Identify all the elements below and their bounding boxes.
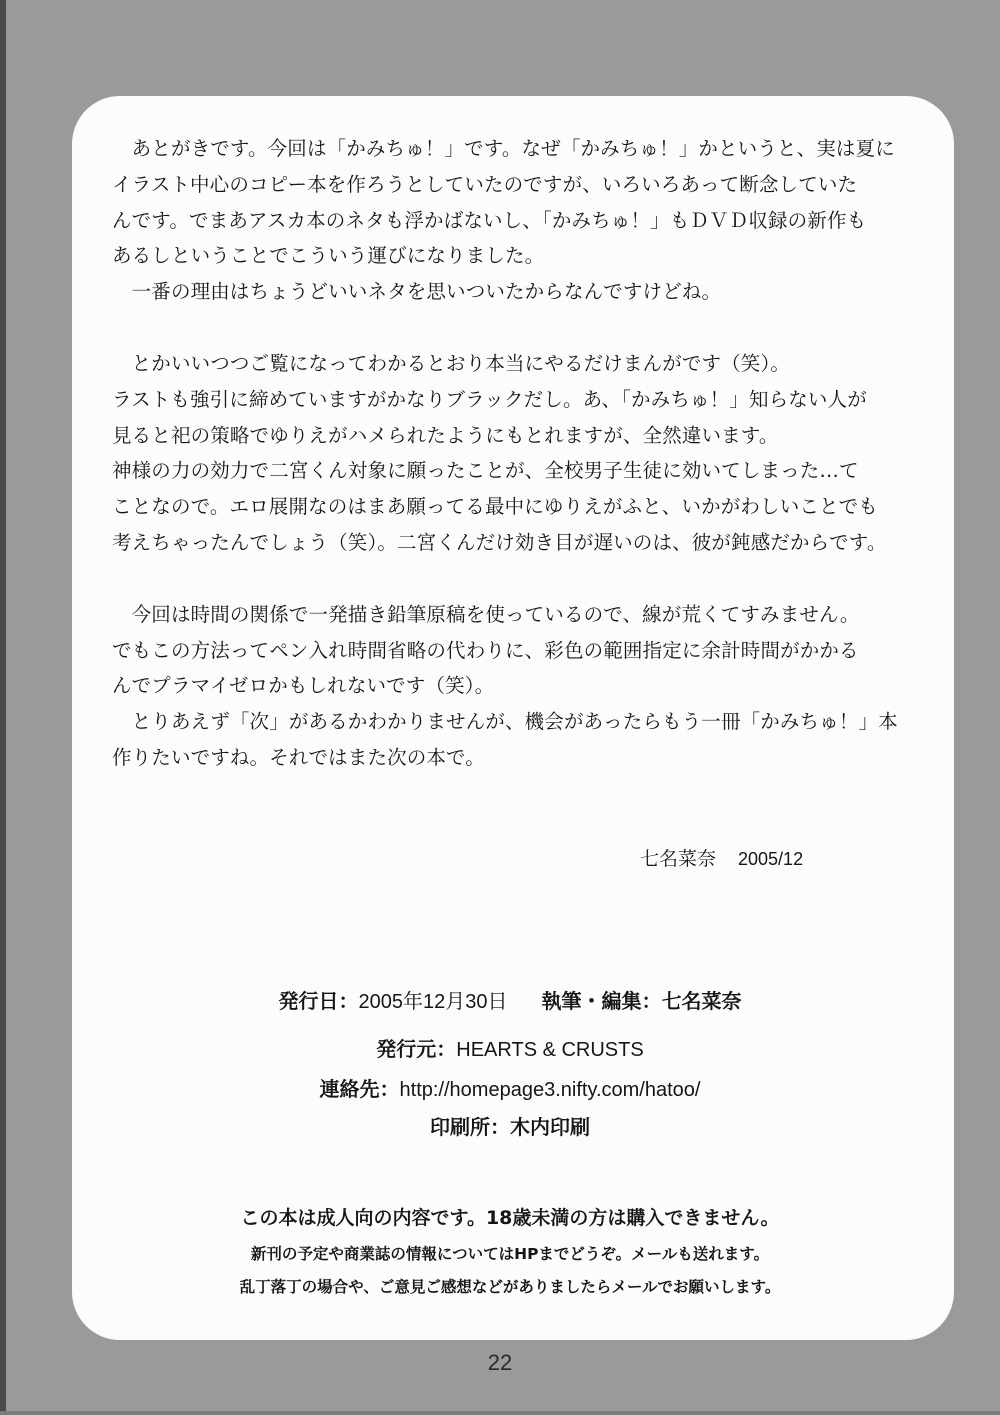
author-label: 執筆・編集：: [541, 989, 662, 1013]
signature-name: 七名菜奈: [640, 848, 717, 870]
colophon-row-contact: [120, 1077, 900, 1102]
contact-url: http://homepage3.nifty.com/hatoo/: [399, 1079, 701, 1101]
publisher-value: HEARTS & CRUSTS: [456, 1039, 644, 1061]
text-line: んでプラマイゼロかもしれないです（笑）。: [112, 674, 495, 698]
text-line: とりあえず「次」があるかわかりませんが、機会があったらもう一冊「かみちゅ！」本: [112, 710, 898, 734]
text-line: イラスト中心のコピー本を作ろうとしていたのですが、いろいろあって断念していた: [112, 172, 858, 196]
afterword-signature: [640, 844, 803, 871]
author-value: 七名菜奈: [661, 989, 742, 1013]
page-number: 22: [487, 1350, 513, 1375]
text-line: とかいいつつご覧になってわかるとおり本当にやるだけまんがです（笑）。: [112, 351, 791, 375]
colophon-row-date-author: [120, 989, 900, 1014]
homepage-info-notice: 新刊の予定や商業誌の情報についてはHPまでどうぞ。メールも送れます。: [250, 1245, 770, 1263]
afterword-paragraph-2: [112, 346, 912, 561]
adult-content-notice: この本は成人向の内容です。18歳未満の方は購入できません。: [240, 1207, 780, 1229]
colophon-row-publisher: [120, 1037, 900, 1062]
text-line: 神様の力の効力で二宮くん対象に願ったことが、全校男子生徒に効いてしまった…て: [112, 459, 859, 483]
defect-contact-notice: 乱丁落丁の場合や、ご意見ご感想などがありましたらメールでお願いします。: [239, 1278, 781, 1296]
text-line: ラストも強引に締めていますがかなりブラックだし。あ、「かみちゅ！」知らない人が: [112, 387, 867, 411]
printer-label: 印刷所：: [430, 1115, 510, 1139]
colophon-row-printer: [120, 1115, 900, 1139]
afterword-paragraph-3: [112, 597, 912, 776]
paragraph-gap: [112, 561, 912, 597]
text-line: あとがきです。今回は「かみちゅ！」です。なぜ「かみちゅ！」かというと、実は夏に: [112, 137, 895, 160]
text-line: 今回は時間の関係で一発描き鉛筆原稿を使っているので、線が荒くてすみません。: [112, 602, 860, 626]
text-line: ことなので。エロ展開なのはまあ願ってる最中にゆりえがふと、いかがわしいことでも: [112, 495, 878, 519]
page-binding-edge: [0, 0, 6, 1415]
publish-date-value: 2005年12月30日: [358, 991, 508, 1013]
publisher-label: 発行元：: [376, 1037, 457, 1061]
afterword-paragraph-1: [112, 131, 912, 310]
text-line: 一番の理由はちょうどいいネタを思いついたからなんですけどね。: [112, 280, 722, 304]
text-line: 作りたいですね。それではまた次の本で。: [112, 745, 485, 769]
text-line: でもこの方法ってペン入れ時間省略の代わりに、彩色の範囲指定に余計時間がかかる: [112, 638, 859, 662]
contact-label: 連絡先：: [319, 1077, 400, 1101]
publish-date-label: 発行日：: [278, 989, 359, 1013]
paragraph-gap: [112, 310, 912, 346]
text-line: 見ると祀の策略でゆりえがハメられたようにもとれますが、全然違います。: [112, 423, 779, 447]
afterword: [112, 131, 912, 776]
printer-value: 木内印刷: [510, 1115, 590, 1139]
page-bottom-edge: [0, 1411, 1000, 1415]
text-line: 考えちゃったんでしょう（笑）。二宮くんだけ効き目が遅いのは、彼が鈍感だからです。: [112, 530, 887, 554]
text-line: あるしということでこういう運びになりました。: [112, 244, 545, 268]
text-line: んです。でまあアスカ本のネタも浮かばないし、「かみちゅ！」もＤＶＤ収録の新作も: [112, 208, 867, 232]
signature-date: 2005/12: [738, 849, 804, 869]
